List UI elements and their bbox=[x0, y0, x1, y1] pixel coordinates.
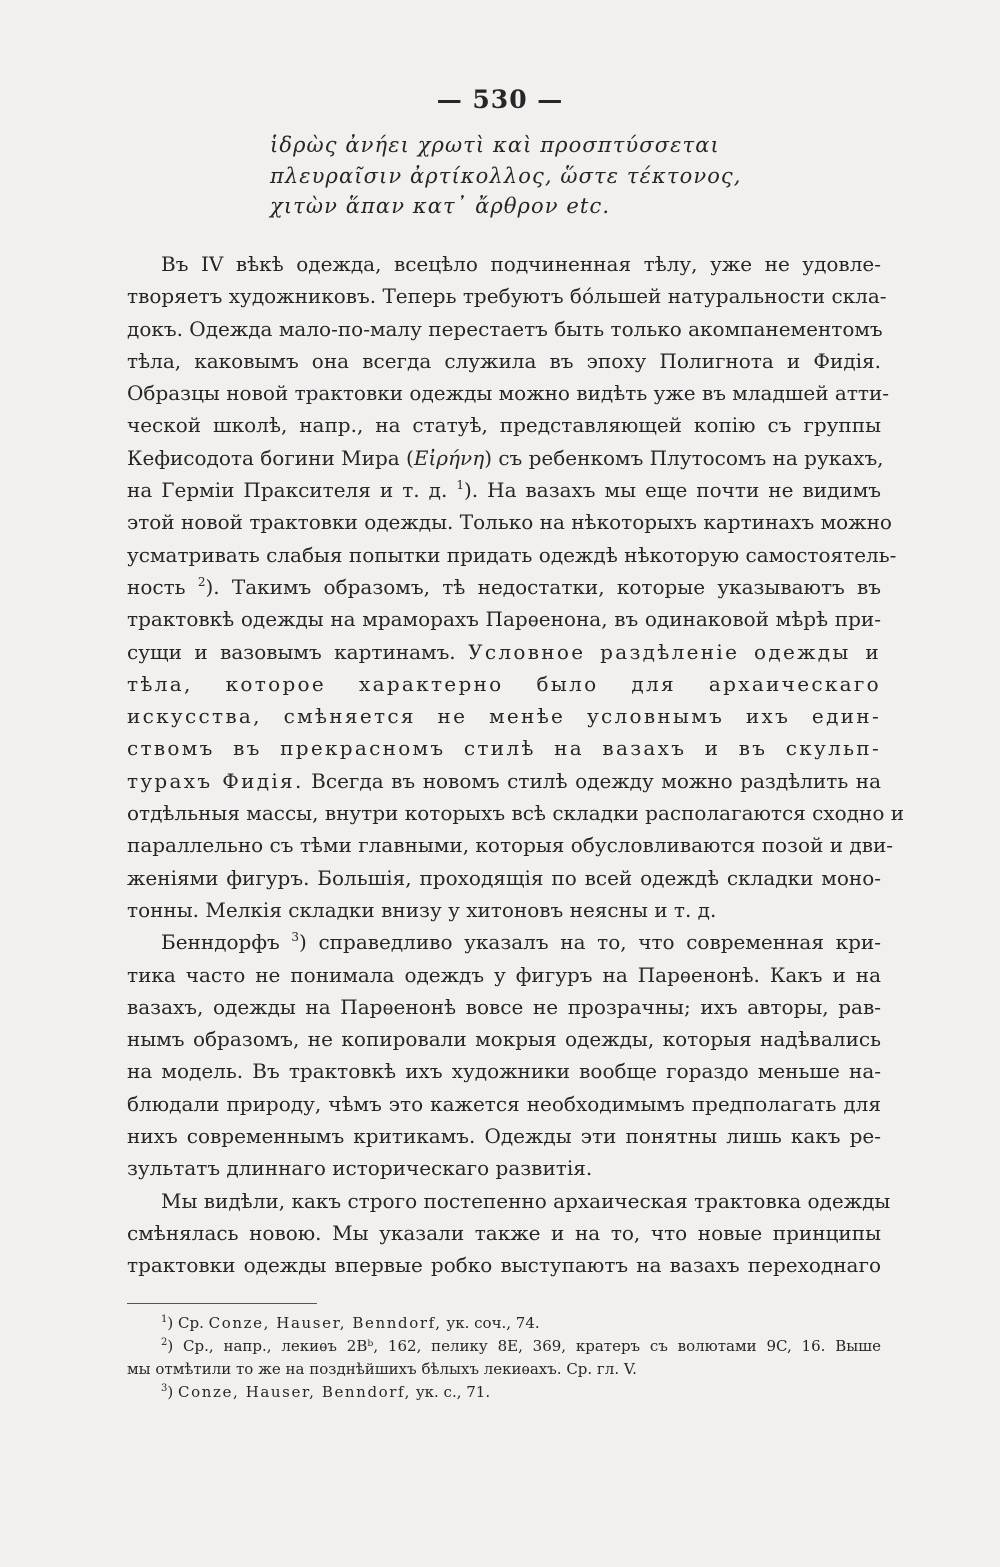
text-line: Бенндорфъ $^3$) справедливо указалъ на то, что современная кри- bbox=[161, 930, 881, 955]
greek-line: πλευραῖσιν ἀρτίκολλος, ὥστε τέκτονος, bbox=[270, 163, 742, 188]
page-number: — 530 — bbox=[436, 85, 564, 114]
text-line: нымъ образомъ, не копировали мокрыя одежды, которыя надѣвались bbox=[127, 1027, 881, 1052]
text-line: ность $^2$). Такимъ образомъ, тѣ недостатки, которые указываютъ въ bbox=[127, 574, 881, 599]
text-line: этой новой трактовки одежды. Только на нѣкоторыхъ картинахъ можно bbox=[127, 510, 892, 535]
text-line: докъ. Одежда мало-по-малу перестаетъ быть только акомпанементомъ bbox=[127, 316, 883, 341]
text-line: трактовки одежды впервые робко выступаютъ на вазахъ переходнаго bbox=[127, 1253, 881, 1278]
text-line: отдѣльныя массы, внутри которыхъ всѣ складки располагаются сходно и bbox=[127, 801, 905, 826]
footnote-2-continued: мы отмѣтили то же на позднѣйшихъ бѣлыхъ лекиѳахъ. Ср. гл. V. bbox=[127, 1360, 637, 1378]
footnote-ref[interactable]: 1 bbox=[456, 478, 464, 493]
spaced-text-line: искусства, смѣняется не менѣе условнымъ ихъ един- bbox=[127, 704, 881, 729]
text-line: творяетъ художниковъ. Теперь требуютъ бо́льшей натуральности скла- bbox=[127, 284, 887, 309]
greek-line: ἱδρὼς ἀνήει χρωτὶ καὶ προσπτύσσεται bbox=[270, 133, 720, 157]
footnote-ref[interactable]: 3 bbox=[291, 930, 300, 945]
footnote-ref[interactable]: 2 bbox=[197, 574, 206, 589]
text-line: вазахъ, одежды на Парѳенонѣ вовсе не прозрачны; ихъ авторы, рав- bbox=[127, 994, 881, 1019]
text-line: Образцы новой трактовки одежды можно видѣть уже въ младшей атти- bbox=[127, 381, 890, 406]
text-line: нихъ современнымъ критикамъ. Одежды эти понятны лишь какъ ре- bbox=[127, 1124, 881, 1149]
text-line: усматривать слабыя попытки придать одеждѣ нѣкоторую самостоятель- bbox=[127, 542, 897, 567]
text-line: на Герміи Праксителя и т. д. $^1$). На вазахъ мы еще почти не видимъ bbox=[127, 478, 881, 503]
spaced-text: турахъ Фидія. bbox=[127, 768, 304, 793]
text-line: Кефисодота богини Мира (Εἰρήνη) съ ребенкомъ Плутосомъ на рукахъ, bbox=[127, 445, 884, 470]
text-line: турахъ Фидія. Всегда въ новомъ стилѣ одежду можно раздѣлить на bbox=[127, 768, 882, 793]
text-line: женіями фигуръ. Большія, проходящія по всей одеждѣ складки моно- bbox=[127, 865, 881, 890]
footnote-1: $^1$) Ср. Conze, Hauser, Benndorf, ук. соч., 74. bbox=[161, 1314, 540, 1332]
greek-quotation bbox=[270, 130, 910, 222]
spaced-text-line: тѣла, которое характерно было для архаическаго bbox=[127, 671, 881, 696]
footnote-divider bbox=[127, 1303, 317, 1304]
text-line: блюдали природу, чѣмъ это кажется необходимымъ предполагать для bbox=[127, 1091, 881, 1116]
text-line: трактовкѣ одежды на мраморахъ Парѳенона, въ одинаковой мѣрѣ при- bbox=[127, 607, 881, 632]
text-line: Мы видѣли, какъ строго постепенно архаическая трактовка одежды bbox=[161, 1188, 891, 1213]
spaced-text-line: ствомъ въ прекрасномъ стилѣ на вазахъ и въ скульп- bbox=[127, 736, 881, 761]
text-line: сущи и вазовымъ картинамъ. Условное раздѣленіе одежды и bbox=[127, 639, 881, 664]
spaced-text: Условное раздѣленіе одежды и bbox=[468, 639, 881, 664]
footnote-3: $^3$) Conze, Hauser, Benndorf, ук. с., 71. bbox=[161, 1383, 491, 1401]
greek-line: χιτὼν ἅπαν κατ᾽ ἄρθρον etc. bbox=[270, 194, 611, 218]
footnote-2: $^2$) Ср., напр., лекиѳъ 2Bᵇ, 162, пелику 8E, 369, кратеръ съ волютами 9C, 16. Выше bbox=[161, 1337, 881, 1355]
text-line: Въ IV вѣкѣ одежда, всецѣло подчиненная тѣлу, уже не удовле- bbox=[161, 252, 881, 276]
text-line: тика часто не понимала одеждъ у фигуръ на Парѳенонѣ. Какъ и на bbox=[127, 962, 881, 987]
text-line: на модель. Въ трактовкѣ ихъ художники вообще гораздо меньше на- bbox=[127, 1059, 881, 1084]
text-line: ческой школѣ, напр., на статуѣ, представляющей копію съ группы bbox=[127, 413, 881, 438]
text-line: зультатъ длиннаго историческаго развитія. bbox=[127, 1156, 593, 1181]
text-line: смѣнялась новою. Мы указали также и на то, что новые принципы bbox=[127, 1220, 881, 1245]
text-line: параллельно съ тѣми главными, которыя обусловливаются позой и дви- bbox=[127, 833, 894, 858]
text-line: тонны. Мелкія складки внизу у хитоновъ неясны и т. д. bbox=[127, 897, 717, 922]
greek-word: Εἰρήνη bbox=[413, 445, 485, 470]
footnotes bbox=[127, 1312, 881, 1404]
text-line: тѣла, каковымъ она всегда служила въ эпоху Полигнота и Фидія. bbox=[127, 348, 881, 373]
main-text bbox=[127, 248, 905, 1282]
